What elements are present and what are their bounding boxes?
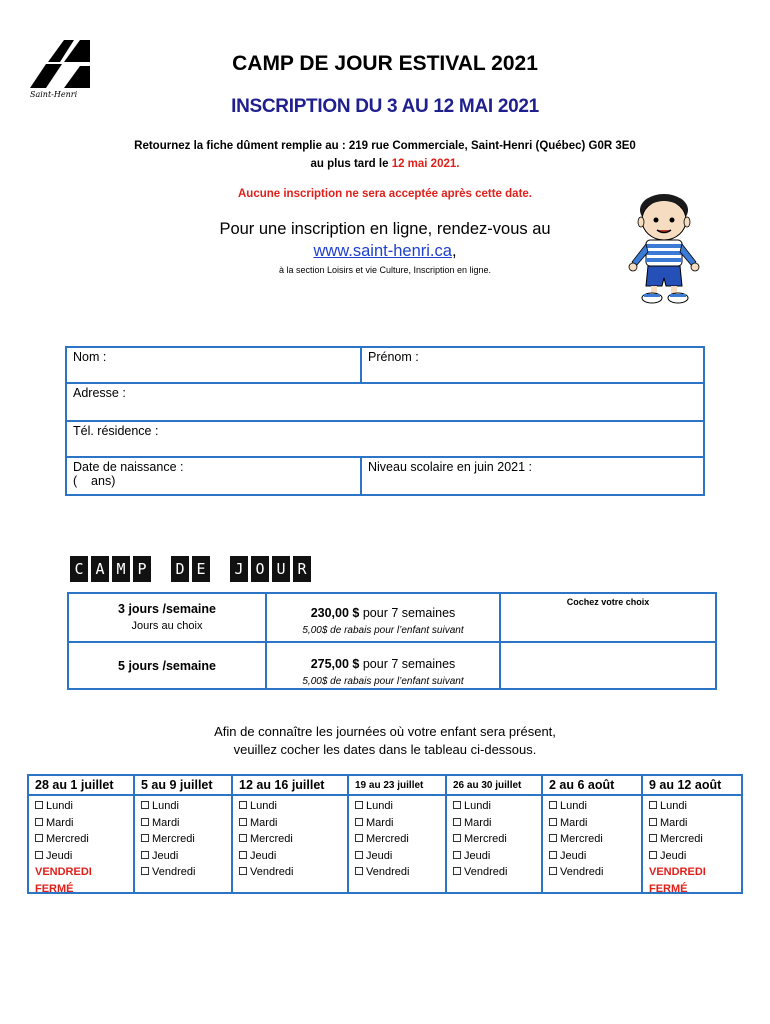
day-checkbox[interactable] <box>35 818 43 826</box>
day-checkbox[interactable] <box>35 801 43 809</box>
week-column <box>349 776 447 892</box>
banner-letter: E <box>192 556 210 582</box>
registration-form <box>65 346 705 496</box>
day-checkbox[interactable] <box>355 818 363 826</box>
no-entry-warning: Aucune inscription ne sera acceptée après cette date. <box>237 188 532 200</box>
day-checkbox[interactable] <box>453 834 461 842</box>
banner-letter: J <box>230 556 248 582</box>
website-link[interactable]: www.saint-henri.ca <box>313 242 452 260</box>
week-label: 28 au 1 juillet <box>29 776 133 796</box>
day-label: Mercredi <box>560 833 603 845</box>
day-label: Mardi <box>366 816 394 829</box>
day-checkbox[interactable] <box>141 851 149 859</box>
week-column <box>135 776 233 892</box>
closed-notice: VENDREDI <box>35 866 92 878</box>
day-option[interactable] <box>35 798 127 815</box>
week-label: 26 au 30 juillet <box>447 776 541 796</box>
day-checkbox[interactable] <box>35 851 43 859</box>
day-checkbox[interactable] <box>355 834 363 842</box>
price-amount: 275,00 $ <box>310 657 360 671</box>
day-option[interactable] <box>453 864 535 881</box>
instructions-line-2: veuillez cocher les dates dans le tableau ci-dessous. <box>233 742 537 757</box>
day-checkbox[interactable] <box>355 867 363 875</box>
day-checkbox[interactable] <box>549 801 557 809</box>
choice-checkbox-cell[interactable] <box>501 594 715 641</box>
day-label: Lundi <box>250 800 277 812</box>
week-days <box>643 796 741 899</box>
day-option[interactable] <box>141 848 225 865</box>
pricing-row <box>69 641 715 688</box>
online-registration-text: Pour une inscription en ligne, rendez-vous au <box>219 220 551 238</box>
school-level-field[interactable]: Niveau scolaire en juin 2021 : <box>368 460 532 474</box>
day-label: Mardi <box>250 816 278 829</box>
day-option[interactable] <box>355 864 439 881</box>
banner-gap <box>213 556 227 582</box>
week-column <box>29 776 135 895</box>
day-option[interactable] <box>141 864 225 881</box>
day-checkbox[interactable] <box>453 818 461 826</box>
day-checkbox[interactable] <box>239 851 247 859</box>
day-option[interactable] <box>453 848 535 865</box>
day-label: Vendredi <box>152 866 196 878</box>
day-label: Jeudi <box>560 849 587 862</box>
day-option[interactable] <box>35 815 127 832</box>
banner-letter: C <box>70 556 88 582</box>
day-option[interactable] <box>549 798 635 815</box>
banner-gap <box>154 556 168 582</box>
day-checkbox[interactable] <box>453 867 461 875</box>
day-label: Vendredi <box>560 866 604 878</box>
section-note: à la section Loisirs et vie Culture, Inscription en ligne. <box>278 265 492 275</box>
week-column <box>643 776 741 895</box>
day-checkbox[interactable] <box>141 867 149 875</box>
day-checkbox[interactable] <box>141 818 149 826</box>
week-days <box>29 796 133 899</box>
week-column <box>543 776 643 892</box>
day-option[interactable] <box>549 848 635 865</box>
day-checkbox[interactable] <box>549 818 557 826</box>
day-option[interactable] <box>355 798 439 815</box>
day-label: Jeudi <box>660 849 687 862</box>
day-checkbox[interactable] <box>35 834 43 842</box>
week-days <box>135 796 231 883</box>
banner-letter: D <box>171 556 189 582</box>
price-line <box>267 606 499 620</box>
week-days <box>543 796 641 883</box>
day-option[interactable] <box>35 848 127 865</box>
day-label: Lundi <box>464 800 491 812</box>
day-label: Mercredi <box>152 833 195 845</box>
day-label: Lundi <box>366 800 393 812</box>
week-label: 12 au 16 juillet <box>233 776 347 796</box>
day-option[interactable] <box>355 831 439 848</box>
day-option[interactable] <box>549 864 635 881</box>
banner-letter: M <box>112 556 130 582</box>
day-label: Jeudi <box>152 849 179 862</box>
day-label: Mercredi <box>250 833 293 845</box>
week-days <box>447 796 541 883</box>
week-column <box>233 776 349 892</box>
day-label: Mardi <box>660 816 688 829</box>
day-label: Mercredi <box>366 833 409 845</box>
day-checkbox[interactable] <box>649 801 657 809</box>
banner-letter: O <box>251 556 269 582</box>
day-option[interactable] <box>355 848 439 865</box>
day-checkbox[interactable] <box>453 801 461 809</box>
choice-checkbox-cell[interactable] <box>501 643 715 688</box>
nom-field[interactable]: Nom : <box>67 348 362 382</box>
banner-letter: R <box>293 556 311 582</box>
banner-letter: A <box>91 556 109 582</box>
rebate-note: 5,00$ de rabais pour l’enfant suivant <box>302 676 464 687</box>
day-option[interactable] <box>239 815 341 832</box>
registration-dates: INSCRIPTION DU 3 AU 12 MAI 2021 <box>231 96 539 117</box>
plan-name: 3 jours /semaine <box>118 602 216 616</box>
camp-de-jour-banner <box>70 556 311 582</box>
child-illustration <box>624 188 706 306</box>
day-option[interactable] <box>453 798 535 815</box>
day-option[interactable] <box>549 815 635 832</box>
day-option[interactable] <box>141 798 225 815</box>
day-option[interactable] <box>141 815 225 832</box>
day-label: Lundi <box>560 800 587 812</box>
day-checkbox[interactable] <box>549 851 557 859</box>
closed-notice: VENDREDI <box>649 866 706 878</box>
price-detail: pour 7 semaines <box>362 657 456 671</box>
day-label: Lundi <box>46 800 73 812</box>
pricing-table <box>67 592 717 690</box>
website-link-suffix: , <box>451 242 457 260</box>
logo-caption: Saint-Henri <box>30 90 78 99</box>
day-label: Jeudi <box>46 849 73 862</box>
day-checkbox[interactable] <box>649 851 657 859</box>
day-label: Lundi <box>660 800 687 812</box>
adresse-field[interactable]: Adresse : <box>73 386 126 400</box>
closed-notice: FERMÉ <box>649 882 688 895</box>
day-label: Vendredi <box>464 866 508 878</box>
day-checkbox[interactable] <box>355 851 363 859</box>
week-column <box>447 776 543 892</box>
day-option[interactable] <box>649 815 735 832</box>
day-checkbox[interactable] <box>239 834 247 842</box>
return-address: Retournez la fiche dûment remplie au : 219 rue Commerciale, Saint-Henri (Québec) G0R 3E0 <box>134 140 636 152</box>
price-detail: pour 7 semaines <box>362 606 456 620</box>
day-option[interactable] <box>649 831 735 848</box>
week-label: 19 au 23 juillet <box>349 776 445 796</box>
plan-cell <box>69 643 267 688</box>
day-checkbox[interactable] <box>141 801 149 809</box>
age-label: ( ans) <box>73 474 116 488</box>
day-label: Mardi <box>152 816 180 829</box>
day-option[interactable] <box>239 864 341 881</box>
birthdate-label: Date de naissance : <box>73 460 184 474</box>
day-checkbox[interactable] <box>355 801 363 809</box>
banner-letter: P <box>133 556 151 582</box>
day-label: Mardi <box>46 816 74 829</box>
day-label: Mardi <box>560 816 588 829</box>
pricing-row <box>69 594 715 641</box>
week-label: 5 au 9 juillet <box>135 776 231 796</box>
banner-letter: U <box>272 556 290 582</box>
day-option[interactable] <box>35 831 127 848</box>
deadline-date: 12 mai 2021. <box>391 158 460 170</box>
day-checkbox[interactable] <box>453 851 461 859</box>
plan-sub: Jours au choix <box>131 620 203 632</box>
plan-cell <box>69 594 267 641</box>
day-checkbox[interactable] <box>549 834 557 842</box>
day-option[interactable] <box>239 848 341 865</box>
day-option[interactable] <box>239 831 341 848</box>
day-checkbox[interactable] <box>239 867 247 875</box>
week-days <box>233 796 347 883</box>
day-checkbox[interactable] <box>239 818 247 826</box>
day-option[interactable] <box>239 798 341 815</box>
week-label: 9 au 12 août <box>643 776 741 796</box>
day-label: Mercredi <box>660 833 703 845</box>
day-label: Mardi <box>464 816 492 829</box>
choice-label: Cochez votre choix <box>566 597 650 607</box>
instructions-line-1: Afin de connaître les journées où votre enfant sera présent, <box>214 724 556 739</box>
week-days <box>349 796 445 883</box>
page-title: CAMP DE JOUR ESTIVAL 2021 <box>232 52 538 75</box>
day-option[interactable] <box>649 798 735 815</box>
closed-notice: FERMÉ <box>35 882 74 895</box>
telephone-field[interactable]: Tél. résidence : <box>73 424 159 438</box>
day-checkbox[interactable] <box>649 818 657 826</box>
price-amount: 230,00 $ <box>310 606 360 620</box>
day-option[interactable] <box>649 848 735 865</box>
day-label: Jeudi <box>464 849 491 862</box>
price-cell <box>267 594 501 641</box>
day-option[interactable] <box>141 831 225 848</box>
deadline-prefix: au plus tard le <box>310 158 389 170</box>
price-cell <box>267 643 501 688</box>
day-label: Jeudi <box>250 849 277 862</box>
day-checkbox[interactable] <box>549 867 557 875</box>
plan-name: 5 jours /semaine <box>118 659 216 673</box>
day-checkbox[interactable] <box>649 834 657 842</box>
weeks-table <box>27 774 743 894</box>
day-label: Mercredi <box>46 833 89 845</box>
day-label: Vendredi <box>366 866 410 878</box>
birthdate-field[interactable] <box>67 458 362 494</box>
week-label: 2 au 6 août <box>543 776 641 796</box>
day-checkbox[interactable] <box>141 834 149 842</box>
day-label: Lundi <box>152 800 179 812</box>
day-option[interactable] <box>453 831 535 848</box>
day-option[interactable] <box>453 815 535 832</box>
day-option[interactable] <box>549 831 635 848</box>
prenom-field[interactable]: Prénom : <box>368 350 419 364</box>
day-label: Mercredi <box>464 833 507 845</box>
day-label: Vendredi <box>250 866 294 878</box>
day-checkbox[interactable] <box>239 801 247 809</box>
day-label: Jeudi <box>366 849 393 862</box>
day-option[interactable] <box>355 815 439 832</box>
deadline-line <box>0 158 770 170</box>
rebate-note: 5,00$ de rabais pour l’enfant suivant <box>302 625 464 636</box>
price-line <box>267 657 499 671</box>
